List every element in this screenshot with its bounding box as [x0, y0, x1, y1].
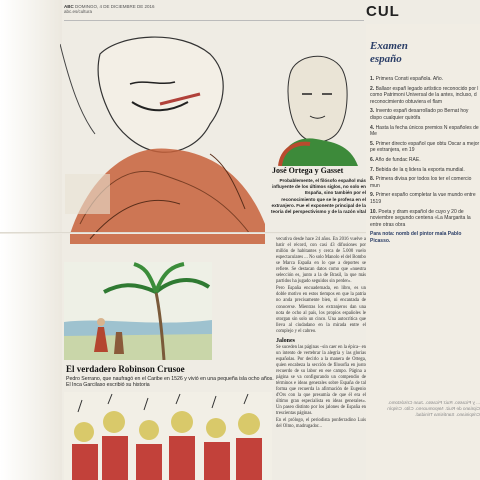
quiz-question-text: Primera divisa por todos los ter el comercio mun: [370, 176, 472, 189]
quiz-answers-intro: Para nota: nomb del pintor mala Pablo Picasso.: [370, 231, 462, 244]
quiz-question: [370, 209, 480, 229]
quiz-question: [370, 141, 480, 154]
quiz-question: [370, 108, 480, 121]
article-paragraph: vecutiva desde hace 24 años. En 2016 vuelve a batir el récord, con casi 43 difusiones por millón de habitantes y cerca de 5.000 vuelo espectaculares ... No solo Manolo el del Bombo se Marca España en lo que a deportes se refiere. Se destacan datos como que «nuestra selección es, junto a la de Brasil, la que más partidos ha jugado seguidos sin perder».: [276, 237, 366, 285]
quiz-question-number: 9.: [370, 192, 375, 199]
page-header: [64, 4, 364, 20]
quiz-question: [370, 176, 480, 189]
quiz-title-line: Examen: [370, 40, 408, 52]
quiz-question: [370, 125, 480, 138]
date-label: DOMINGO, 4 DE DICIEMBRE DE 2016: [75, 4, 155, 9]
quiz-question-number: 6.: [370, 156, 375, 163]
quiz-question-text: Invento españ desarrollado po Bernat hoy dispo cualquier quirófa: [370, 108, 469, 121]
quiz-question-number: 4.: [370, 124, 375, 131]
crowd-illustration: [64, 392, 272, 480]
quiz-question-number: 1.: [370, 76, 375, 82]
article-column: [276, 237, 366, 431]
section-title: CUL: [366, 3, 400, 20]
quiz-question-number: 8.: [370, 176, 375, 183]
article-subhead: Jalones: [276, 337, 296, 344]
robinson-illustration: [64, 262, 212, 360]
article-paragraph: Pero España encuadernada, en libro, es un doble motivo en estos tiempos en que la patria no anda precisamente bien, ni encantada de conocerse. Mientras los extranjeros dan una nota de ocho al país, los propios españoles le otorgan sin solo un cinco. Una autocrítica que lleva al ciudadano en la mirada entre el complejo y el cabreo.: [276, 286, 366, 334]
header-rule: [64, 20, 364, 21]
quiz-question: [370, 86, 480, 106]
quiz-question-text: Bebida de la q lidera la exporta mundial.: [375, 166, 465, 173]
quiz-question-number: 10.: [370, 208, 377, 215]
quiz-question: [370, 76, 480, 83]
quiz-question-list: [370, 76, 480, 247]
quiz-question-number: 7.: [370, 166, 375, 173]
quiz-title-line: españo: [370, 53, 402, 65]
quiz-question-number: 5.: [370, 140, 375, 147]
quiz-question-number: 3.: [370, 108, 375, 115]
quiz-question-text: Ballaor españ legado artístico reconocido por l como Patrimoni Universal de la antes, incluso, d reconocimiento obtuviera el flam: [370, 85, 479, 105]
quiz-question: [370, 192, 480, 205]
brand-label: ABC: [64, 4, 74, 9]
quiz-question-text: Primer españo completar la vue mundo entre 1519: [370, 192, 476, 205]
robinson-caption: Pedro Serrano, que naufragó en el Caribe en 1526 y vivió en una pequeña isla ocho años. El Inca Garcilaso escribió su historia: [66, 376, 274, 389]
quiz-question-text: Año de fundac RAE.: [375, 156, 421, 163]
bleed-through-text: ... y Picasso. Ruiz Picasso. Juan Crisóstomo. Cipriano de Ruiz. Nepomuceno. Clito. Crispín Crispiniano. Santísima Trinidad.: [387, 400, 480, 417]
quiz-question-text: Poeta y dram español de cuyo y 20 de noviembre segundo centena «La Margarita la entre otras obra: [370, 208, 471, 228]
quiz-question-text: Primera Consti española. Año.: [375, 76, 444, 82]
ortega-portrait: [270, 44, 362, 166]
article-paragraph: Se suceden las páginas –sin caer en la épica– en un intento de vertebrar la alegría y las glorias españolas. Por decirlo a la manera de Ortega, quien encabeza la sección de filosofía en justo recuerdo de su labor en ese campo. Página a página se va configurando un compendio de términos e ideas generales sobre España de tal forma que recuerda la afirmación de Eugenio d'Ors con la que presumía de que él era el último gran especialista en ideas generales». Un paseo distinto por los jalones de España en trescientas páginas.: [276, 344, 366, 417]
site-label: abc.es/cultura: [64, 9, 93, 14]
article-paragraph: En el prólogo, el periodista ponferradino Luis del Olmo, madrugador...: [276, 418, 366, 430]
quiz-question-text: Primer directo español que obtu Oscar a mejor pe extranjera, en 19: [370, 140, 480, 154]
ortega-title: José Ortega y Gasset: [272, 166, 344, 175]
page-edge-shadow: [0, 0, 62, 480]
quiz-title: [370, 40, 408, 66]
quiz-question: [370, 157, 480, 164]
caricature-illustration: [60, 24, 270, 244]
quiz-question-text: Hasta la fecha únicos premios N españoles de Me: [370, 124, 479, 138]
robinson-title: El verdadero Robinson Crusoe: [66, 364, 185, 374]
quiz-question-number: 2.: [370, 85, 375, 92]
quiz-question: [370, 167, 480, 174]
ortega-caption: Probablemente, el filósofo español más influyente de los últimos siglos, no solo en España, sino también por el reconocimiento que se le profesa en el extranjero. Fue el exponente principal de la teoría del perspectivismo y de la razón vital: [271, 178, 366, 215]
